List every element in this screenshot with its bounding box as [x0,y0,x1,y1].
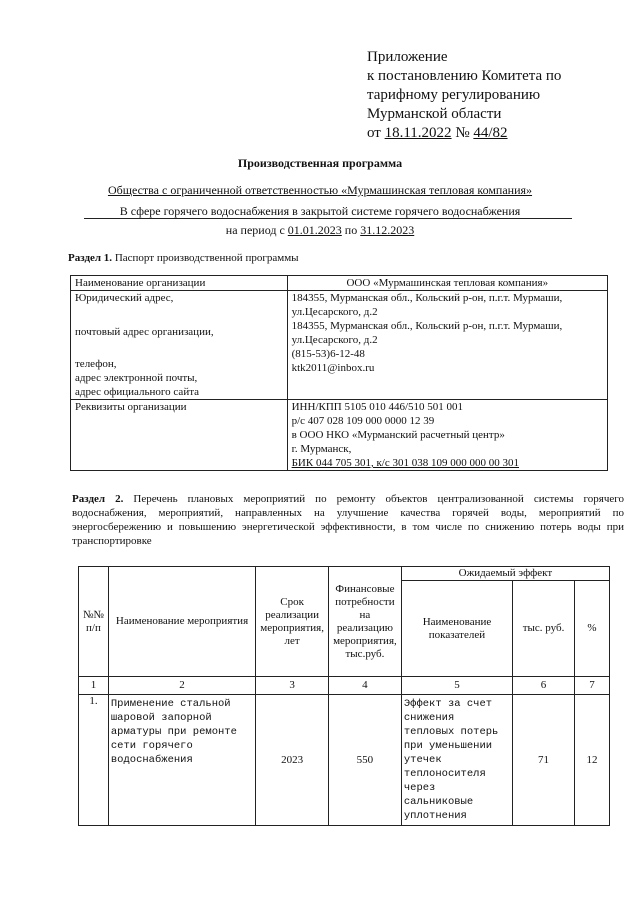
col-number: 5 [401,677,512,695]
contact-values-cell: 184355, Мурманская обл., Кольский р-он, п.г.т. Мурмаши, ул.Цесарского, д.2 184355, Мурманская обл., Кольский р-он, п.г.т. Мурмаши, ул.Цесарского, д.2 (815-53)6-12-48 ktk2011@inbox.ru [287,291,607,400]
row-num: 1. [79,695,109,826]
table-row [71,276,608,291]
col-header-thousand: тыс. руб. [513,581,575,677]
col-header-percent: % [574,581,609,677]
contact-labels-cell: Юридический адрес, почтовый адрес организации, телефон, адрес электронной почты, адрес официального сайта [71,291,288,400]
col-number: 7 [574,677,609,695]
col-number: 6 [513,677,575,695]
appendix-line: Мурманской области [367,106,502,122]
table-header-cell: Наименование организации [71,276,288,291]
passport-table [70,275,608,471]
table-row [71,291,608,400]
row-thousand: 71 [513,695,575,826]
period-line: на период с 01.01.2023 по 31.12.2023 [225,223,415,237]
organization-name: Общества с ограниченной ответственностью «Мурмашинская тепловая компания» [107,183,533,197]
section1-heading: Раздел 1. Паспорт производственной программы [68,252,299,264]
requisites-label-cell: Реквизиты организации [71,400,288,471]
row-finance: 550 [329,695,402,826]
document-title: Производственная программа [237,156,403,170]
measures-table [78,566,610,826]
sphere-line: В сфере горячего водоснабжения в закрытой системе горячего водоснабжения [119,204,521,218]
table-row [71,400,608,471]
col-header-name: Наименование мероприятия [108,567,255,677]
row-measure-name: Применение стальной шаровой запорной арматуры при ремонте сети горячего водоснабжения [108,695,255,826]
appendix-line: Приложение [367,49,448,65]
resolution-number: 44/82 [473,125,508,141]
appendix-date-line: от 18.11.2022 № 44/82 [367,125,508,141]
appendix-line: тарифному регулированию [367,87,541,103]
col-number: 4 [329,677,402,695]
col-number: 2 [108,677,255,695]
table-row [79,567,610,581]
row-percent: 12 [574,695,609,826]
row-indicator: Эффект за счет снижения тепловых потерь при уменьшении утечек теплоносителя через сальниковые уплотнения [401,695,512,826]
divider [84,218,572,219]
section2-heading: Раздел 2. Перечень плановых мероприятий по ремонту объектов централизованной системы горячего водоснабжения, мероприятий, направленных на улучшение качества горячей воды, мероприятий по энергосбережению и повышению энергетической эффективности, в том числе по снижению потерь воды при транспортировке [72,493,625,547]
col-number: 1 [79,677,109,695]
col-header-effect: Ожидаемый эффект [401,567,609,581]
table-header-cell: ООО «Мурмашинская тепловая компания» [287,276,607,291]
col-number: 3 [256,677,329,695]
row-term: 2023 [256,695,329,826]
table-row [79,695,610,826]
resolution-date: 18.11.2022 [384,125,452,141]
appendix-line: к постановлению Комитета по [367,68,562,84]
col-header-finance: Финансовые потребности на реализацию мероприятия, тыс.руб. [329,567,402,677]
column-numbers-row [79,677,610,695]
col-header-indicator: Наименование показателей [401,581,512,677]
col-header-num: №№ п/п [79,567,109,677]
col-header-term: Срок реализации мероприятия, лет [256,567,329,677]
appendix-block [367,48,561,143]
requisites-cell: ИНН/КПП 5105 010 446/510 501 001 р/с 407 028 109 000 0000 12 39 в ООО НКО «Мурманский расчетный центр» г. Мурманск, БИК 044 705 301, к/с 301 038 109 000 000 00 301 [287,400,607,471]
